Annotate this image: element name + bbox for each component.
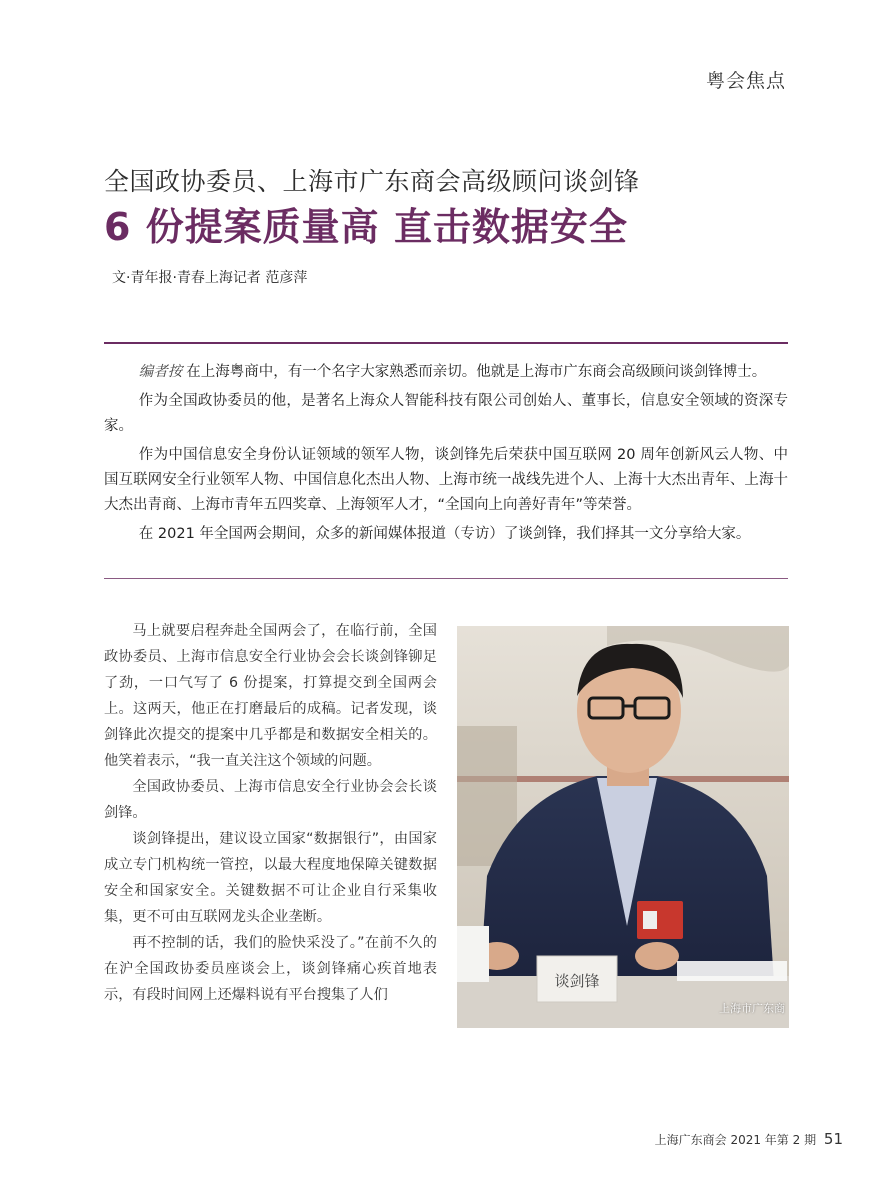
photo-watermark: 上海市广东商 (719, 1002, 785, 1015)
headline-subtitle: 全国政协委员、上海市广东商会高级顾问谈剑锋 (104, 167, 640, 196)
headline-title: 6 份提案质量高 直击数据安全 (104, 205, 628, 249)
section-tag: 粤会焦点 (705, 70, 786, 92)
editor-note-text: 在上海粤商中，有一个名字大家熟悉而亲切。他就是上海市广东商会高级顾问谈剑锋博士。 (186, 364, 767, 380)
byline: 文·青年报·青春上海记者 范彦萍 (112, 270, 308, 286)
editor-note (104, 360, 788, 551)
page-footer (655, 1130, 843, 1148)
editor-note-paragraph (104, 360, 788, 385)
editor-note-paragraph: 在 2021 年全国两会期间，众多的新闻媒体报道（专访）了谈剑锋，我们择其一文分享给大家。 (138, 526, 751, 542)
editor-note-paragraph: 作为全国政协委员的他，是著名上海众人智能科技有限公司创始人、董事长，信息安全领域的资深专家。 (104, 393, 788, 434)
article-body (104, 618, 437, 1008)
page-number: 51 (823, 1130, 843, 1148)
body-paragraph: 谈剑锋提出，建议设立国家“数据银行”，由国家成立专门机构统一管控，以最大程度地保障关键数据安全和国家安全。关键数据不可让企业自行采集收集，更不可由互联网龙头企业垄断。 (104, 831, 437, 925)
editor-note-lead: 编者按 (138, 364, 183, 380)
body-paragraph: 全国政协委员、上海市信息安全行业协会会长谈剑锋。 (104, 779, 437, 821)
body-paragraph: 再不控制的话，我们的脸快采没了。”在前不久的在沪全国政协委员座谈会上，谈剑锋痛心疾首地表示，有段时间网上还爆料说有平台搜集了人们 (104, 935, 437, 1003)
nameplate-text: 谈剑锋 (554, 972, 600, 990)
editor-note-paragraph: 作为中国信息安全身份认证领域的领军人物，谈剑锋先后荣获中国互联网 20 周年创新风云人物、中国互联网安全行业领军人物、中国信息化杰出人物、上海市统一战线先进个人、上海十大杰出青年、上海十大杰出青商、上海市青年五四奖章、上海领军人才，“全国向上向善好青年”等荣誉。 (104, 447, 788, 513)
article-photo (457, 626, 789, 1028)
rule-top (104, 342, 788, 344)
rule-bottom (104, 578, 788, 579)
publication-name: 上海广东商会 2021 年第 2 期 (654, 1133, 817, 1147)
body-paragraph: 马上就要启程奔赴全国两会了，在临行前，全国政协委员、上海市信息安全行业协会会长谈剑锋铆足了劲，一口气写了 6 份提案，打算提交到全国两会上。这两天，他正在打磨最后的成稿。记者发现，谈剑锋此次提交的提案中几乎都是和数据安全相关的。他笑着表示，“我一直关注这个领域的问题。 (104, 623, 437, 769)
